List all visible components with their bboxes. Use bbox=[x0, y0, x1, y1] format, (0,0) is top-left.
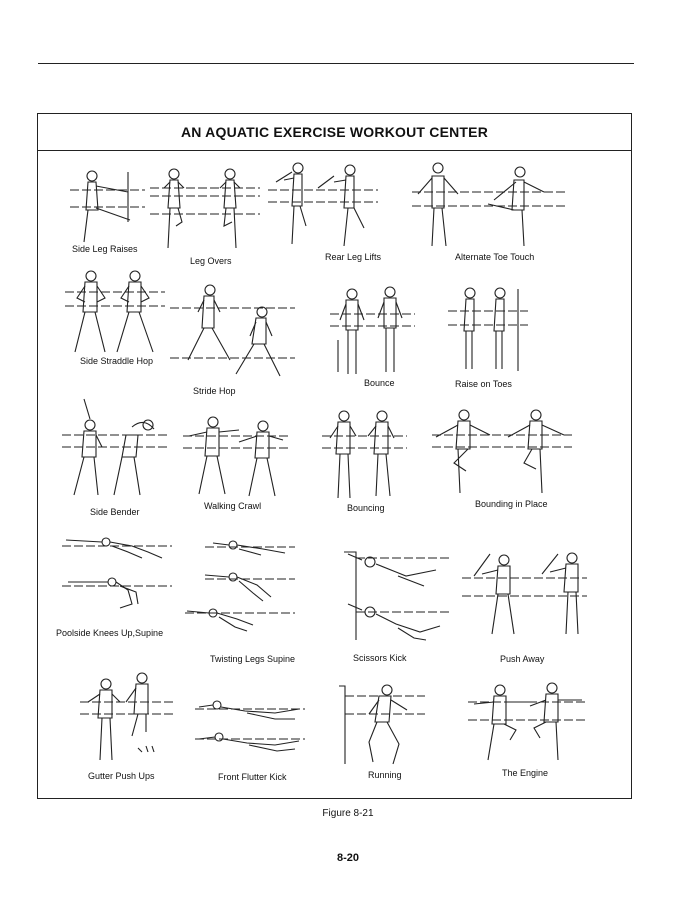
label-bouncing: Bouncing bbox=[347, 503, 385, 513]
raise-on-toes-illustration bbox=[448, 285, 528, 375]
label-scissors-kick: Scissors Kick bbox=[353, 653, 407, 663]
label-walking-crawl: Walking Crawl bbox=[204, 501, 262, 511]
bounce-illustration bbox=[330, 284, 415, 378]
label-running: Running bbox=[368, 770, 402, 780]
alternate-toe-touch-illustration bbox=[412, 160, 567, 250]
figure-caption: Figure 8-21 bbox=[322, 808, 374, 819]
walking-crawl-illustration bbox=[183, 412, 288, 498]
front-flutter-kick-illustration bbox=[195, 695, 305, 757]
label-twisting-legs-supine: Twisting Legs Supine bbox=[210, 654, 296, 664]
label-leg-overs: Leg Overs bbox=[190, 256, 232, 266]
label-alternate-toe-touch: Alternate Toe Touch bbox=[455, 252, 535, 262]
leg-overs-illustration bbox=[150, 166, 260, 252]
page-title: AN AQUATIC EXERCISE WORKOUT CENTER bbox=[38, 114, 631, 151]
rear-leg-lifts-illustration bbox=[268, 158, 378, 250]
top-rule bbox=[38, 63, 634, 64]
label-rear-leg-lifts: Rear Leg Lifts bbox=[325, 252, 382, 262]
bouncing-illustration bbox=[322, 406, 407, 501]
label-poolside-knees-up-supine: Poolside Knees Up,Supine bbox=[56, 628, 164, 638]
page-number: 8-20 bbox=[336, 852, 360, 864]
scissors-kick-illustration bbox=[340, 540, 450, 650]
label-side-bender: Side Bender bbox=[90, 507, 140, 517]
label-raise-on-toes: Raise on Toes bbox=[455, 379, 512, 389]
push-away-illustration bbox=[462, 548, 587, 640]
label-side-leg-raises: Side Leg Raises bbox=[72, 244, 138, 254]
label-gutter-push-ups: Gutter Push Ups bbox=[88, 771, 155, 781]
running-illustration bbox=[335, 680, 425, 770]
label-the-engine: The Engine bbox=[502, 768, 549, 778]
poolside-knees-up-illustration bbox=[62, 530, 172, 622]
label-push-away: Push Away bbox=[500, 654, 545, 664]
side-bender-illustration bbox=[62, 395, 167, 500]
side-leg-raises-illustration bbox=[60, 162, 150, 247]
the-engine-illustration bbox=[468, 680, 588, 765]
label-bounding-in-place: Bounding in Place bbox=[475, 499, 548, 509]
gutter-push-ups-illustration bbox=[80, 672, 175, 764]
label-side-straddle-hop: Side Straddle Hop bbox=[80, 356, 154, 366]
label-front-flutter-kick: Front Flutter Kick bbox=[218, 772, 287, 782]
twisting-legs-supine-illustration bbox=[185, 535, 300, 640]
label-bounce: Bounce bbox=[364, 378, 395, 388]
label-stride-hop: Stride Hop bbox=[193, 386, 236, 396]
bounding-in-place-illustration bbox=[432, 405, 572, 497]
stride-hop-illustration bbox=[170, 282, 295, 382]
side-straddle-hop-illustration bbox=[65, 268, 165, 356]
